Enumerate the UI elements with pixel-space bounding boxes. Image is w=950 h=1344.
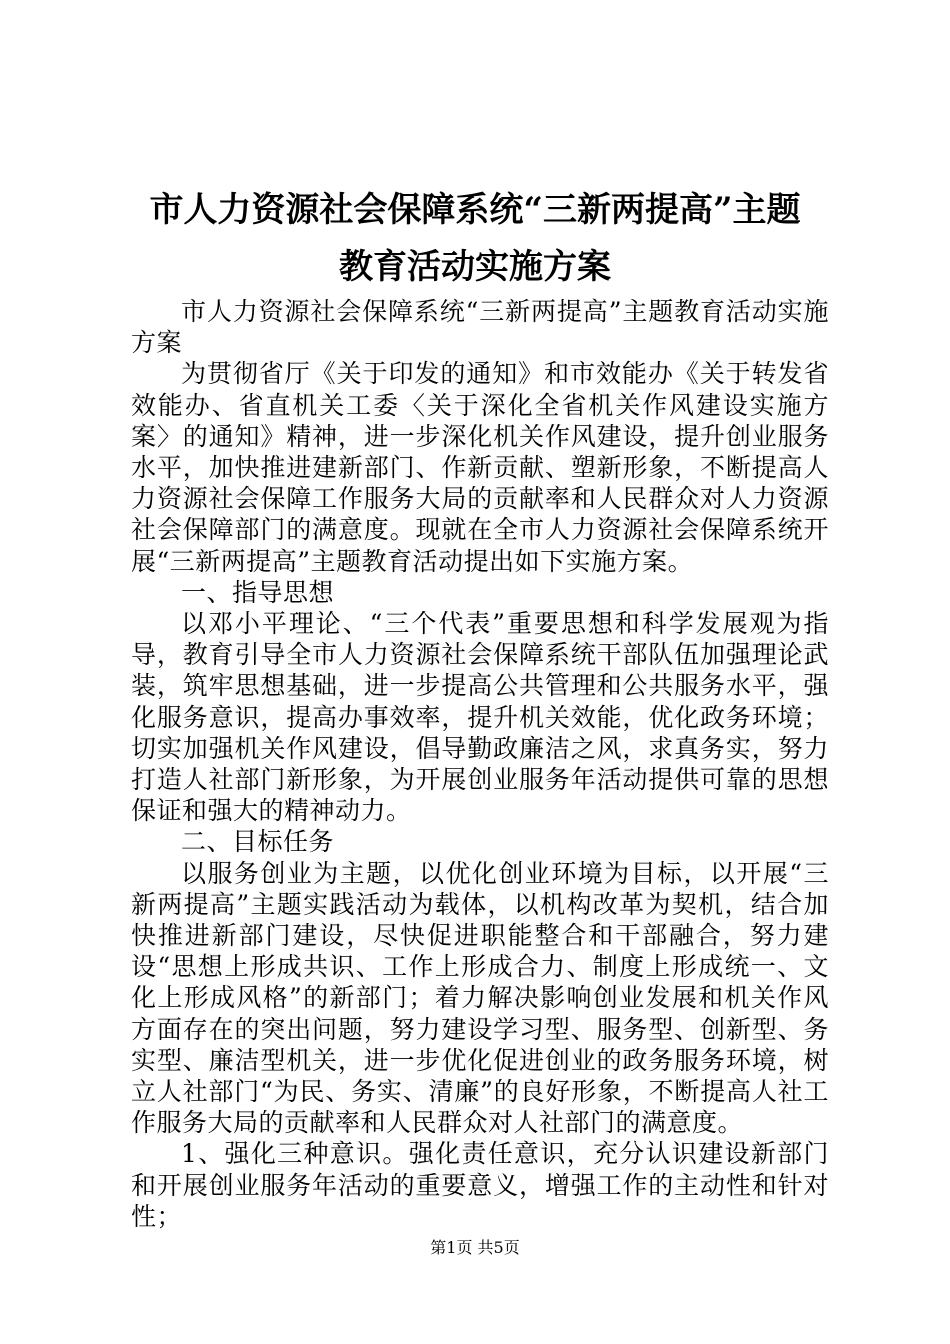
document-title-line-2: 教育活动实施方案 — [339, 247, 611, 287]
document-title-line-1: 市人力资源社会保障系统“三新两提高”主题 — [149, 190, 801, 230]
paragraph-guiding-thought: 以邓小平理论、“三个代表”重要思想和科学发展观为指导，教育引导全市人力资源社会保障系统干部队伍加强理论武装，筑牢思想基础，进一步提高公共管理和公共服务水平，强化服务意识，提高办事效率，提升机关效能，优化政务环境；切实加强机关作风建设，倡导勤政廉洁之风，求真务实，努力打造人社部门新形象，为开展创业服务年活动提供可靠的思想保证和强大的精神动力。 — [131, 609, 829, 826]
section-heading-guiding-thought: 一、指导思想 — [181, 577, 335, 607]
page-footer: 第1页 共5页 — [430, 1238, 520, 1257]
paragraph-intro-title: 市人力资源社会保障系统“三新两提高”主题教育活动实施方案 — [131, 297, 829, 358]
paragraph-purpose: 为贯彻省厅《关于印发的通知》和市效能办《关于转发省效能办、省直机关工委〈关于深化全省机关作风建设实施方案〉的通知》精神，进一步深化机关作风建设，提升创业服务水平，加快推进建新部门、作新贡献、塑新形象，不断提高人力资源社会保障工作服务大局的贡献率和人民群众对人力资源社会保障部门的满意度。现就在全市人力资源社会保障系统开展“三新两提高”主题教育活动提出如下实施方案。 — [131, 359, 829, 576]
paragraph-objectives: 以服务创业为主题，以优化创业环境为目标，以开展“三新两提高”主题实践活动为载体，以机构改革为契机，结合加快推进新部门建设，尽快促进职能整合和干部融合，努力建设“思想上形成共识、工作上形成合力、制度上形成统一、文化上形成风格”的新部门；着力解决影响创业发展和机关作风方面存在的突出问题，努力建设学习型、服务型、创新型、务实型、廉洁型机关，进一步优化促进创业的政务服务环境，树立人社部门“为民、务实、清廉”的良好形象，不断提高人社工作服务大局的贡献率和人民群众对人社部门的满意度。 — [131, 858, 829, 1138]
document-body — [131, 296, 829, 1232]
section-heading-objectives: 二、目标任务 — [181, 827, 335, 857]
paragraph-item-1: 1、强化三种意识。强化责任意识，充分认识建设新部门和开展创业服务年活动的重要意义，增强工作的主动性和针对性； — [131, 1139, 829, 1231]
